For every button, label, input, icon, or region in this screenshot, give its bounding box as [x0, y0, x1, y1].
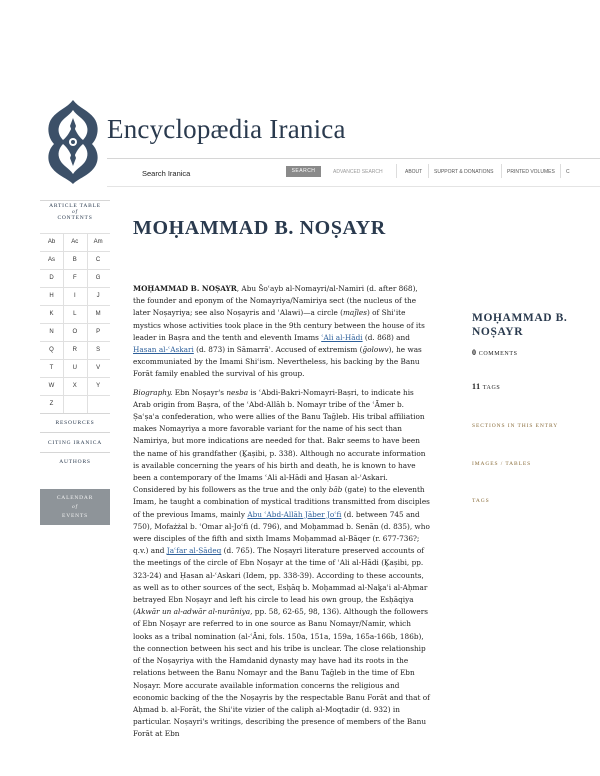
grid-line — [40, 269, 110, 270]
alphabet-letter-d[interactable]: D — [49, 275, 54, 281]
alphabet-letter-j[interactable]: J — [96, 293, 100, 299]
search-input[interactable]: Search Iranica — [142, 169, 191, 178]
tags-count-link[interactable] — [472, 382, 500, 391]
text-run: , Abu Šoʿayb al-Nomayri/al-Namiri (d. after 868), the founder and eponym of the Nomayriya/Namiriya sect (the nucleus of the later Noṣayriya; see also Noṣayris and ʿAlawi)—a circle ( — [133, 284, 418, 318]
advanced-search-link[interactable]: ADVANCED SEARCH — [333, 169, 383, 175]
sidebar-divider — [40, 413, 110, 414]
sidebar-entry-title — [472, 311, 600, 339]
alphabet-letter-v[interactable]: V — [96, 365, 101, 371]
article-lead: MOḤAMMAD B. NOṢAYR — [133, 284, 237, 293]
text-run: (d. 873) in Sāmarrāʾ. Accused of extremism ( — [193, 345, 363, 355]
calendar-of-events-button[interactable] — [40, 489, 110, 525]
tags-count: 11 — [472, 382, 481, 391]
header-divider — [107, 158, 600, 159]
alphabet-letter-ab[interactable]: Ab — [47, 239, 56, 245]
sidebar-title-line: NOṢAYR — [472, 326, 524, 338]
italic-term: bāb — [328, 485, 343, 495]
alphabet-letter-c[interactable]: C — [95, 257, 101, 263]
alphabet-letter-r[interactable]: R — [72, 347, 77, 353]
link-ali-al-hadi[interactable]: ʿAli al-Hādi — [321, 332, 363, 342]
nav-separator — [428, 164, 429, 178]
sidebar-divider — [40, 452, 110, 453]
nav-support-donations[interactable]: SUPPORT & DONATIONS — [434, 169, 494, 175]
toc-heading[interactable] — [40, 203, 110, 221]
alphabet-letter-l[interactable]: L — [73, 311, 77, 317]
alphabet-letter-s[interactable]: S — [96, 347, 101, 353]
article-paragraph — [133, 387, 430, 741]
alphabet-letter-o[interactable]: O — [72, 329, 78, 335]
nav-separator — [560, 164, 561, 178]
grid-line — [40, 377, 110, 378]
search-button[interactable]: SEARCH — [286, 166, 321, 177]
alphabet-letter-n[interactable]: N — [49, 329, 54, 335]
sidebar-divider — [40, 200, 110, 201]
calendar-label-line: CALENDAR — [56, 495, 94, 501]
grid-line — [40, 395, 110, 396]
section-lead: Biography. — [133, 387, 173, 397]
alphabet-letter-am[interactable]: Am — [93, 239, 103, 245]
text-run: Ebn Noṣayr's — [172, 387, 227, 397]
comments-label: COMMENTS — [478, 351, 518, 357]
nav-separator — [396, 164, 397, 178]
grid-line — [40, 233, 110, 234]
text-run: is ʿAbdi-Bakri-Nomayri-Baṣri, to indicate his Arab origin from Baṣra, of the ʿAbd-Allāh b. Nomayr tribe of the ʿĀmer b. Ṣaʿṣaʿa confederation, who were allies of the Banu Taḡleb. His tribal affiliation makes Nomayriya a more favorable variant for the name of his sect than Namiriya, but more indications are needed for that. Bakr seems to have been the name of his grandfather (Ḵaṣibi, p. 338). Although no accurate information is available concerning the years of his birth and death, he is known to have been a contemporary of the Imams ʿAli al-Hādi and Ḥasan al-ʿAskari. Considered by his followers as the true and the only — [133, 387, 426, 495]
text-run: (d. 868) and — [362, 332, 410, 342]
text-run: , pp. 58, 62-65, 98, 136). Although the followers of Ebn Noṣayr are referred to in one source as Banu Nomayr/Namir, which looks as a tribal nomination (al-ʿĀni, fols. 150a, 151a, 159a, 165a-166b, 186b), the connection between his sect and his tribe is unclear. The close relationship of the Noṣayriya with the Hamdanid dynasty may have had its roots in the relations between the Banu Nomayr and the Banu Taḡleb in the time of Ebn Noṣayr. More accurate available information concerns the religious and economic backing of the the Noṣayris by the respectable Banu Forāt and that of Aḥmad b. al-Forāt, the Shiʿite vizier of the caliph al-Moqtadir (d. 932) in particular. Noṣayri's writings, describing the presence of members of the Banu Forāt at Ebn — [133, 607, 430, 739]
nav-separator — [501, 164, 502, 178]
tags-label: TAGS — [482, 385, 501, 391]
italic-term: maǰles — [342, 308, 367, 318]
alphabet-letter-x[interactable]: X — [72, 383, 77, 389]
sidebar-divider — [40, 432, 110, 433]
alphabet-letter-g[interactable]: G — [95, 275, 101, 281]
alphabet-letter-t[interactable]: T — [49, 365, 54, 371]
alphabet-letter-i[interactable]: I — [73, 293, 76, 299]
alphabet-letter-w[interactable]: W — [48, 383, 55, 389]
grid-line — [40, 251, 110, 252]
nav-about[interactable]: ABOUT — [405, 169, 423, 175]
link-jaber-jofi[interactable]: Abu ʿAbd-Allāh Jāber Joʿfi — [247, 509, 342, 519]
alphabet-letter-as[interactable]: As — [47, 257, 55, 263]
site-title[interactable]: Encyclopædia Iranica — [107, 114, 346, 144]
text-run: ), he was excommuniated by the Imami Shiʿism. Nevertheless, his backing by the Banu Forāt family enabled the survival of his group. — [133, 345, 422, 379]
text-run: (d. 765). The Noṣayri literature preserved accounts of the meetings of the circle of Ebn Noṣayr at the time of ʿAli al-Hādi (Ḵaṣibi, pp. 323-24) and Ḥasan al-ʿAskari (Idem, pp. 338-39). According to these accounts, as well as to other sources of the sect, Esḥāq b. Moḥammad al-Naḵaʿi al-Aḥmar betrayed Ebn Noṣayr and left his circle to lead his own group, the Esḥāqiya ( — [133, 546, 428, 617]
sections-in-this-entry-link[interactable]: SECTIONS IN THIS ENTRY — [472, 423, 559, 429]
alphabet-letter-b[interactable]: B — [72, 257, 77, 263]
resources-link[interactable]: RESOURCES — [55, 420, 95, 426]
text-run: ) of Shiʿite mystics whose activities took place in the 9th century between the house of its leader in Baṣra and the tenth and eleventh Imams — [133, 308, 425, 342]
grid-line — [40, 359, 110, 360]
comments-count: 0 — [472, 348, 477, 357]
authors-link[interactable]: AUTHORS — [59, 459, 91, 465]
alphabet-letter-f[interactable]: F — [72, 275, 77, 281]
italic-term: nesba — [226, 387, 249, 397]
text-run: (gate) to the eleventh Imam, he taught a combination of mystical traditions transmitted from disciples of the previous Imams, mainly — [133, 485, 430, 519]
nav-printed-volumes[interactable]: PRINTED VOLUMES — [507, 169, 555, 175]
alphabet-letter-ac[interactable]: Ac — [71, 239, 79, 245]
grid-line — [40, 305, 110, 306]
text-run: (d. between 745 and 750), Mofażżal b. ʿOmar al-Joʿfi (d. 796), and Moḥammad b. Senān (d. 835), who were disciples of the fifth and sixth Imams Moḥammad al-Bāqer (r. 677-736?; q.v.) and — [133, 509, 430, 556]
toc-heading-line: CONTENTS — [57, 215, 93, 221]
comments-link[interactable] — [472, 348, 518, 357]
link-jafar-al-sadeq[interactable]: Jaʿfar al-Ṣādeq — [166, 546, 222, 556]
link-hasan-al-askari[interactable]: Ḥasan al-ʿAskari — [133, 345, 194, 355]
article-body — [133, 283, 430, 747]
alphabet-letter-m[interactable]: M — [95, 311, 101, 317]
article-title: MOḤAMMAD B. NOṢAYR — [133, 217, 386, 239]
nav-more[interactable]: C — [566, 169, 570, 175]
sidebar-title-line: MOḤAMMAD B. — [472, 312, 568, 324]
italic-term: Akwār un al-adwār al-nurāniya — [135, 607, 251, 617]
alphabet-letter-q[interactable]: Q — [49, 347, 54, 353]
images-tables-link[interactable]: IMAGES / TABLES — [472, 461, 532, 467]
article-paragraph — [133, 283, 430, 381]
toc-heading-line: of — [72, 209, 78, 215]
grid-line — [40, 323, 110, 324]
grid-line — [63, 233, 64, 413]
italic-term: ḡolowv — [362, 345, 389, 355]
grid-line — [40, 341, 110, 342]
subheader-divider — [107, 186, 600, 187]
alphabet-letter-p[interactable]: P — [96, 329, 101, 335]
calendar-label-line: of — [72, 504, 78, 510]
alphabet-letter-y[interactable]: Y — [96, 383, 101, 389]
citing-iranica-link[interactable]: CITING IRANICA — [47, 440, 103, 446]
alphabet-letter-k[interactable]: K — [49, 311, 54, 317]
grid-line — [40, 287, 110, 288]
grid-line — [87, 233, 88, 413]
tags-link[interactable]: TAGS — [472, 498, 490, 504]
alphabet-letter-u[interactable]: U — [72, 365, 77, 371]
toc-heading-line: ARTICLE TABLE — [49, 203, 101, 209]
calendar-label-line: EVENTS — [62, 513, 88, 519]
alphabet-letter-h[interactable]: H — [49, 293, 54, 299]
iranica-emblem-icon[interactable] — [44, 98, 102, 186]
alphabet-letter-z[interactable]: Z — [49, 401, 54, 407]
